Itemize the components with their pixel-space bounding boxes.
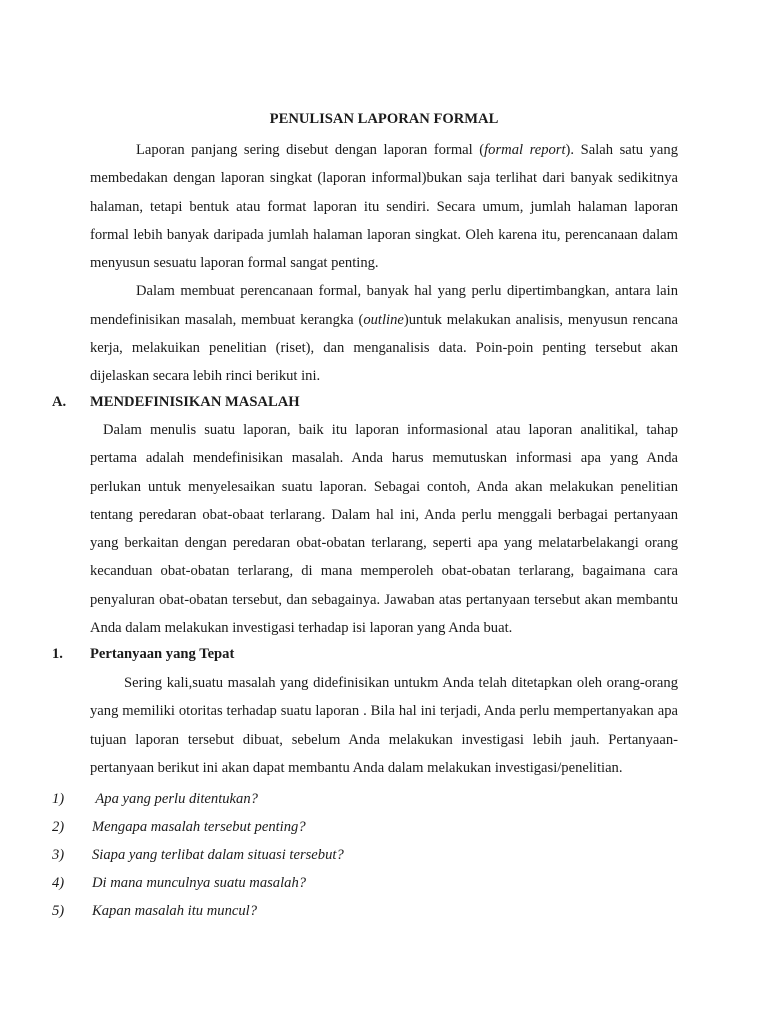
section-1-title: Pertanyaan yang Tepat — [90, 646, 235, 662]
intro-section — [90, 136, 678, 391]
question-number: 5) — [52, 903, 65, 919]
question-text: Mengapa masalah tersebut penting? — [92, 819, 306, 835]
section-a-body — [90, 416, 678, 642]
intro-p2-text-b: )untuk melakukan analisis, menyusun rencana kerja, melakuikan penelitian (riset), dan menganalisis data. Poin-poin penting tersebut akan dijelaskan secara lebih rinci berikut ini. — [90, 311, 678, 385]
question-number: 2) — [52, 819, 65, 835]
question-item — [52, 869, 344, 897]
question-item — [52, 785, 344, 813]
question-list — [52, 785, 344, 925]
section-a-heading — [52, 392, 300, 412]
question-number: 1) — [52, 791, 65, 807]
question-text: Kapan masalah itu muncul? — [92, 903, 257, 919]
intro-p2-text-a: Dalam membuat perencanaan formal, banyak hal yang perlu dipertimbangkan, antara lain mendefinisikan masalah, membuat kerangka ( — [90, 283, 678, 328]
question-number: 3) — [52, 847, 65, 863]
question-number: 4) — [52, 875, 65, 891]
section-1-paragraph: Sering kali,suatu masalah yang didefinisikan untukm Anda telah ditetapkan oleh orang-orang yang memiliki otoritas terhadap suatu laporan . Bila hal ini terjadi, Anda perlu mempertanyakan apa tujuan laporan tersebut dibuat, sebelum Anda melakukan investigasi lebih jauh. Pertanyaan-pertanyaan berikut ini akan dapat membantu Anda dalam melakukan investigasi/penelitian. — [90, 675, 678, 776]
section-a-number: A. — [52, 394, 67, 410]
intro-paragraph-1 — [90, 136, 678, 277]
question-text: Di mana munculnya suatu masalah? — [92, 875, 307, 891]
section-1-body — [90, 669, 678, 782]
section-1-number: 1. — [52, 646, 63, 662]
section-a-paragraph: Dalam menulis suatu laporan, baik itu laporan informasional atau laporan analitikal, tahap pertama adalah mendefinisikan masalah. Anda harus memutuskan informasi apa yang Anda perlukan untuk menyelesaikan suatu laporan. Sebagai contoh, Anda akan melakukan penelitian tentang peredaran obat-obaat terlarang. Dalam hal ini, Anda perlu menggali berbagai pertanyaan yang berkaitan dengan peredaran obat-obatan terlarang, seperti apa yang melatarbelakangi orang kecanduan obat-obatan terlarang, di mana memperoleh obat-obatan terlarang, bagaimana cara penyaluran obat-obatan tersebut, dan sebagainya. Jawaban atas pertanyaan tersebut akan membantu Anda dalam melakukan investigasi terhadap isi laporan yang Anda buat. — [90, 422, 678, 637]
intro-paragraph-2 — [90, 277, 678, 390]
intro-p1-text-b: ). Salah satu yang membedakan dengan laporan singkat (laporan informal)bukan saja terlihat dari banyak sedikitnya halaman, tetapi bentuk atau format laporan itu sendiri. Secara umum, jumlah halaman laporan formal lebih banyak daripada jumlah halaman laporan singkat. Oleh karena itu, perencanaan dalam menyusun sesuatu laporan formal sangat penting. — [90, 142, 678, 272]
section-1-heading — [52, 644, 234, 664]
question-item — [52, 897, 344, 925]
intro-p2-emphasis: outline — [363, 311, 404, 328]
question-text: Apa yang perlu ditentukan? — [92, 791, 258, 807]
intro-p1-text-a: Laporan panjang sering disebut dengan laporan formal ( — [136, 142, 485, 158]
question-text: Siapa yang terlibat dalam situasi tersebut? — [92, 847, 344, 863]
question-item — [52, 841, 344, 869]
intro-p1-emphasis: formal report — [484, 142, 566, 158]
section-a-title: MENDEFINISIKAN MASALAH — [90, 394, 300, 410]
document-title: PENULISAN LAPORAN FORMAL — [269, 111, 499, 127]
question-item — [52, 813, 344, 841]
